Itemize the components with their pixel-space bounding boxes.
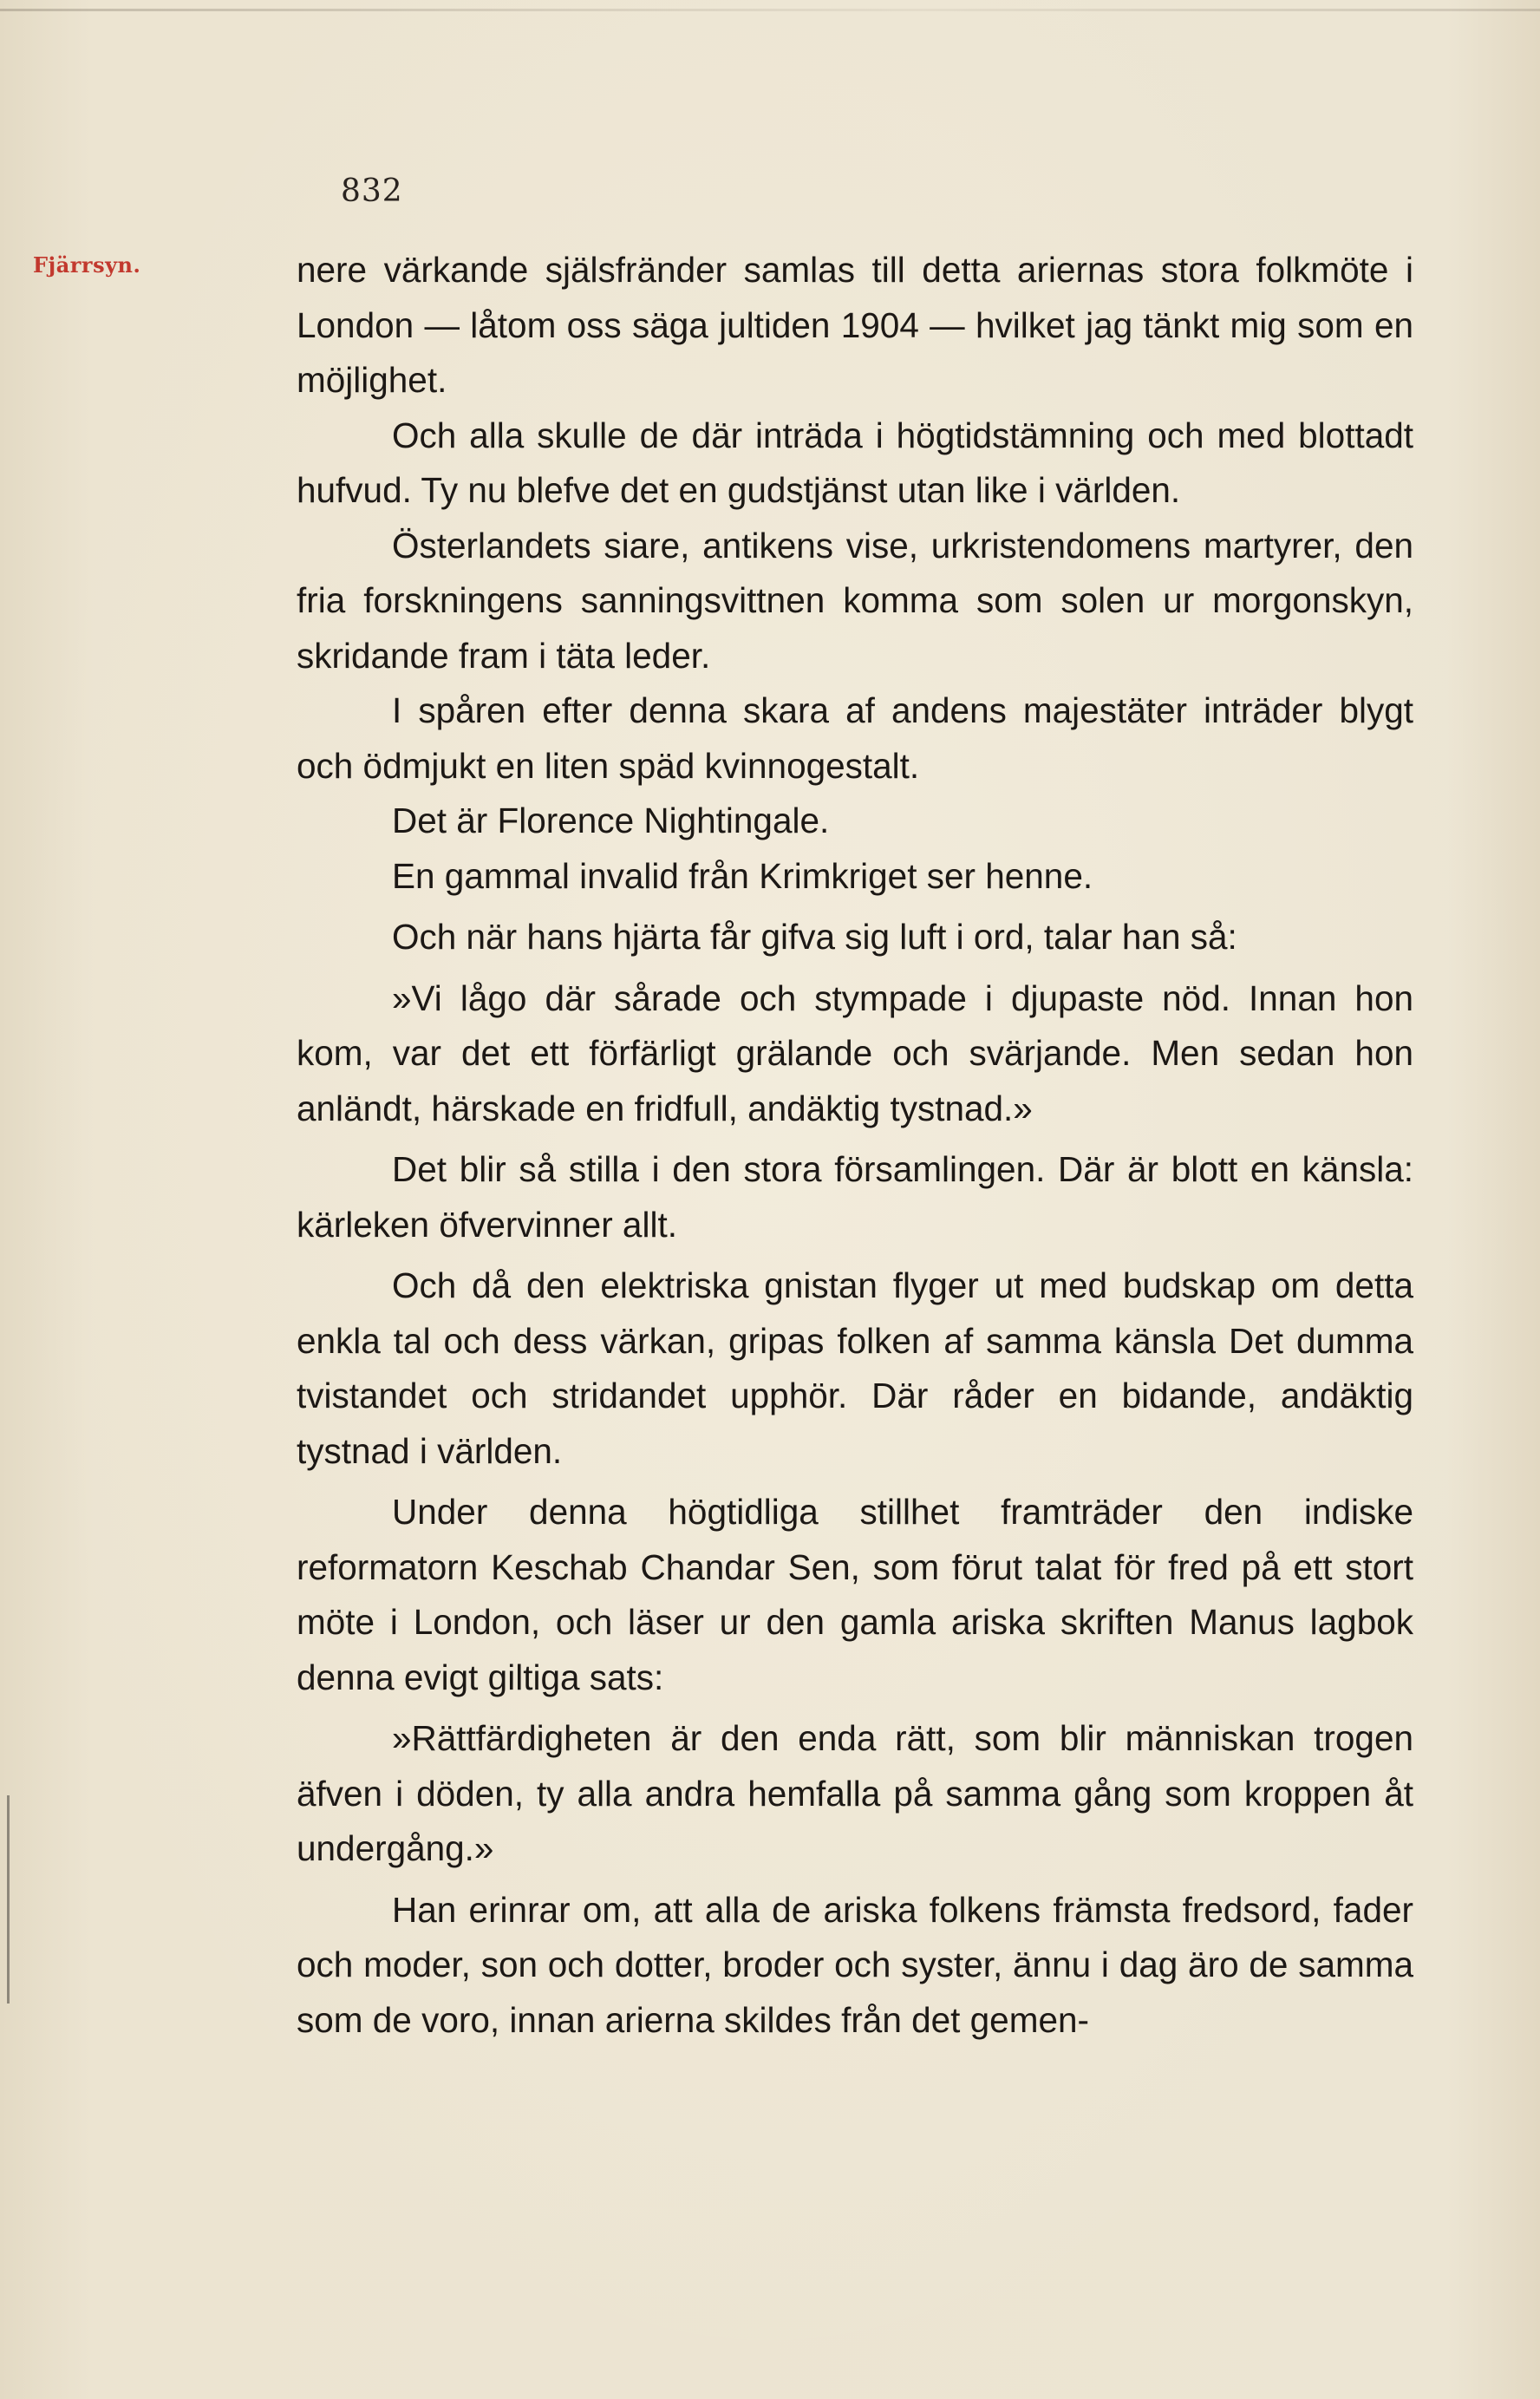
paragraph-3: Österlandets siare, antikens vise, urkristendomens martyrer, den fria forskningens sanningsvittnen komma som solen ur morgonskyn, skridande fram i täta leder. (297, 525, 1413, 676)
page-top-edge (0, 9, 1540, 11)
paragraph-9: Det blir så stilla i den stora församlingen. Där är blott en känsla: kärleken öfvervinner allt. (297, 1149, 1413, 1245)
paragraph-10: Och då den elektriska gnistan flyger ut med budskap om detta enkla tal och dess värkan, gripas folken af samma känsla Det dumma tvistandet och stridandet upphör. Där råder en bidande, andäktig tystnad i världen. (297, 1265, 1413, 1471)
paragraph-7: Och när hans hjärta får gifva sig luft i ord, talar han så: (392, 917, 1237, 957)
paragraph-4: I spåren efter denna skara af andens majestäter inträder blygt och ödmjukt en liten späd kvinnogestalt. (297, 690, 1413, 786)
body-text (297, 243, 1413, 2048)
margin-note: Fjärrsyn. (33, 252, 141, 278)
page-number: 832 (341, 173, 403, 209)
paragraph-13: Han erinrar om, att alla de ariska folkens främsta fredsord, fader och moder, son och dotter, broder och syster, ännu i dag äro de samma som de voro, innan arierna skildes från det gemen- (297, 1889, 1413, 2040)
paragraph-1: nere värkande själsfränder samlas till detta ariernas stora folkmöte i London — låtom oss säga jultiden 1904 — hvilket jag tänkt mig som en möjlighet. (297, 250, 1413, 400)
paragraph-12: »Rättfärdigheten är den enda rätt, som blir människan trogen äfven i döden, ty alla andra hemfalla på samma gång som kroppen åt undergång.» (297, 1718, 1413, 1868)
paragraph-2: Och alla skulle de där inträda i högtidstämning och med blottadt hufvud. Ty nu blefve det en gudstjänst utan like i världen. (297, 415, 1413, 510)
paragraph-6: En gammal invalid från Krimkriget ser henne. (392, 855, 1093, 896)
paragraph-11: Under denna högtidliga stillhet framträder den indiske reformatorn Keschab Chandar Sen, som förut talat för fred på ett stort möte i London, och läser ur den gamla ariska skriften Manus lagbok denna evigt giltiga sats: (297, 1492, 1413, 1697)
binding-mark (7, 1795, 10, 2004)
paragraph-5: Det är Florence Nightingale. (392, 801, 830, 840)
paragraph-8: »Vi lågo där sårade och stympade i djupaste nöd. Innan hon kom, var det ett förfärligt grälande och svärjande. Men sedan hon anländt, härskade en fridfull, andäktig tystnad.» (297, 977, 1413, 1128)
